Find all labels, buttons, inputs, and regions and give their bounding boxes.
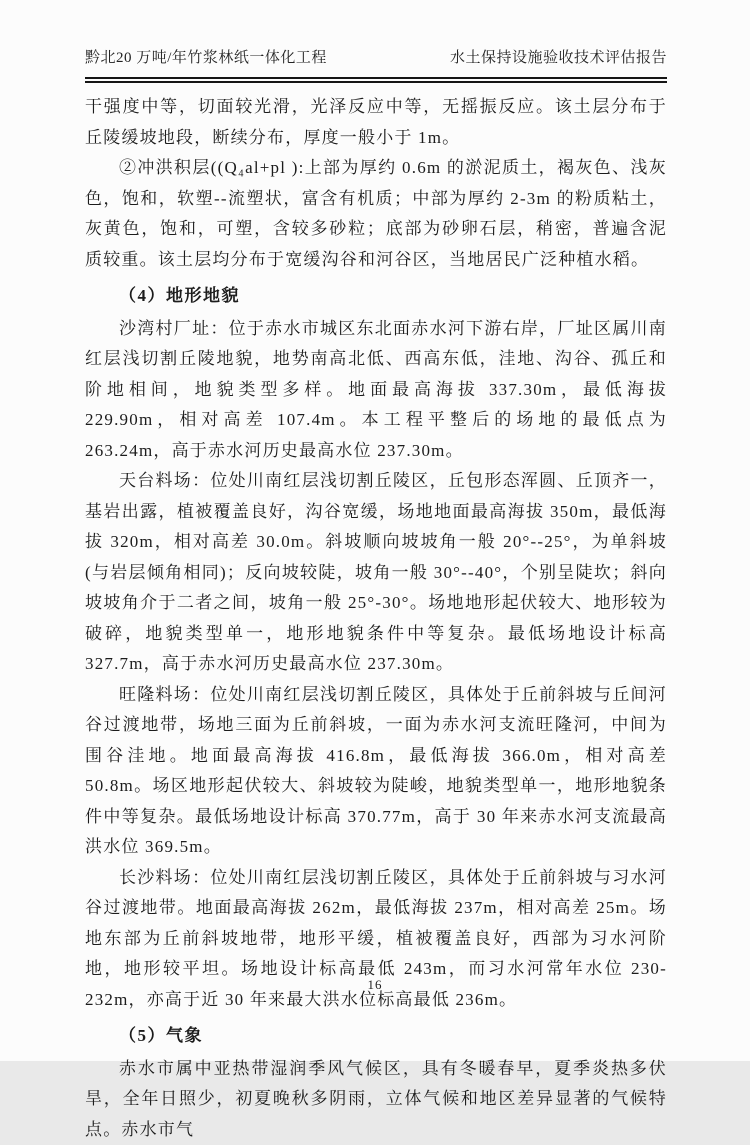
page-header	[85, 46, 667, 67]
header-right-title: 水土保持设施验收技术评估报告	[450, 46, 667, 67]
body-paragraph-continuation: 干强度中等，切面较光滑，光泽反应中等，无摇振反应。该土层分布于丘陵缓坡地段，断续分布，厚度一般小于 1m。	[85, 92, 667, 153]
body-paragraph-climate: 赤水市属中亚热带湿润季风气候区，具有冬暖春早，夏季炎热多伏旱，全年日照少，初夏晚秋多阴雨，立体气候和地区差异显著的气候特点。赤水市气	[85, 1054, 667, 1145]
body-paragraph-alluvial-layer: ②冲洪积层((Q₄al+pl ):上部为厚约 0.6m 的淤泥质土，褐灰色、浅灰色，饱和，软塑--流塑状，富含有机质；中部为厚约 2-3m 的粉质粘土，灰黄色，饱和，可塑，含较多砂粒；底部为砂卵石层，稍密，普遍含泥质较重。该土层均分布于宽缓沟谷和河谷区，当地居民广泛种植水稻。	[85, 153, 667, 275]
header-rule-bottom-line	[85, 81, 667, 83]
body-paragraph-changsha-site: 长沙料场：位处川南红层浅切割丘陵区，具体处于丘前斜坡与习水河谷过渡地带。地面最高海拔 262m，最低海拔 237m，相对高差 25m。场地东部为丘前斜坡地带，地形平缓，植被覆盖良好，西部为习水河阶地，地形较平坦。场地设计标高最低 243m，而习水河常年水位 230-232m，亦高于近 30 年来最大洪水位标高最低 236m。	[85, 863, 667, 1016]
body-paragraph-shawan-site: 沙湾村厂址：位于赤水市城区东北面赤水河下游右岸，厂址区属川南红层浅切割丘陵地貌，地势南高北低、西高东低，洼地、沟谷、孤丘和阶地相间，地貌类型多样。地面最高海拔 337.30m，最低海拔 229.90m，相对高差 107.4m。本工程平整后的场地的最低点为 263.24m，高于赤水河历史最高水位 237.30m。	[85, 314, 667, 467]
section-heading-landform: （4）地形地貌	[85, 281, 667, 312]
page-number: 16	[0, 977, 750, 993]
body-paragraph-tiantai-site: 天台料场：位处川南红层浅切割丘陵区，丘包形态浑圆、丘顶齐一，基岩出露，植被覆盖良好，沟谷宽缓，场地地面最高海拔 350m，最低海拔 320m，相对高差 30.0m。斜坡顺向坡坡角一般 20°--25°，为单斜坡(与岩层倾角相同)；反向坡较陡，坡角一般 30°--40°，个别呈陡坎；斜向坡坡角介于二者之间，坡角一般 25°-30°。场地地形起伏较大、地形较为破碎，地貌类型单一，地形地貌条件中等复杂。最低场地设计标高 327.7m，高于赤水河历史最高水位 237.30m。	[85, 466, 667, 680]
body-paragraph-wanglong-site: 旺隆料场：位处川南红层浅切割丘陵区，具体处于丘前斜坡与丘间河谷过渡地带，场地三面为丘前斜坡，一面为赤水河支流旺隆河，中间为围谷洼地。地面最高海拔 416.8m，最低海拔 366.0m，相对高差 50.8m。场区地形起伏较大、斜坡较为陡峻，地貌类型单一，地形地貌条件中等复杂。最低场地设计标高 370.77m，高于 30 年来赤水河支流最高洪水位 369.5m。	[85, 680, 667, 863]
header-left-title: 黔北20 万吨/年竹浆林纸一体化工程	[85, 46, 327, 67]
header-double-rule	[85, 77, 667, 83]
section-heading-meteorology: （5）气象	[85, 1021, 667, 1052]
